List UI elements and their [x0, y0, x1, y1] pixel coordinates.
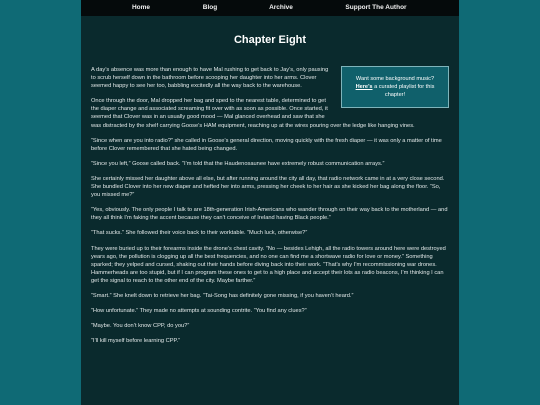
paragraph: “I’ll kill myself before learning CPP.” — [91, 338, 181, 345]
paragraph: “Yes, obviously. The only people I talk to are 18th-generation Irish-Americans who wander through on their way back to the motherland — and they all think I’m faking the accent because they can’t conceive of Ireland having Black people.” — [91, 207, 448, 222]
paragraph: “That sucks.” She followed their voice back to their worktable. “Much luck, otherwise?” — [91, 230, 308, 237]
nav-support-author-link[interactable]: Support The Author — [345, 4, 407, 11]
chapter-text — [91, 66, 449, 352]
chapter-title: Chapter Eight — [233, 34, 307, 46]
paragraph: She certainly missed her daughter above all else, but after running around the city all day, that radio network came in at a very close second. She bundled Clover into her new diaper and hefted her into arms, pressing her cheek to her hair as she kicked her bag along the floor. “So, you missed me?” — [91, 175, 445, 199]
playlist-callout — [341, 66, 449, 108]
paragraph: “How unfortunate.” They made no attempts at sounding contrite. “You find any clues?” — [91, 308, 307, 315]
callout-prefix: Want some background music? — [355, 76, 435, 82]
paragraph: “Smart.” She knelt down to retrieve her bag. “Tai-Song has definitely gone missing, if you haven’t heard.” — [91, 292, 354, 299]
top-navigation — [81, 0, 459, 16]
chapter-content — [81, 16, 459, 405]
paragraph: They were buried up to their forearms inside the drone’s chest cavity. “No — besides Lehigh, all the radio towers around here were destroyed years ago, the pollution is clogging up all the best frequencies, and no one can find me a shortwave radio for love or money.” Something sparked; they yelped and cursed, shaking out their hands before diving back into their work. “That’s why I’m recommissioning war drones. Hammerheads are too stupid, but if I can program these ones to get to a high place and accept their lots as radio beacons, I’m thinking I can get the signal to reach to the other end of the city. Maybe farther.” — [91, 245, 446, 284]
callout-suffix: a curated playlist for this chapter! — [372, 84, 435, 98]
paragraph: “Since you left,” Goose called back. “I’m told that the Haudenosaunee have extremely robust communication arrays.” — [91, 160, 385, 167]
nav-blog-link[interactable]: Blog — [202, 4, 218, 11]
paragraph: Once through the door, Mal dropped her bag and sped to the nearest table, determined to get the diaper change and associated screaming fit over with as soon as possible. Once started, it seemed that Clover was in an usually good mood — Mal glanced overhead and saw that she was distracted by the shelf carrying Goose’s HAM equipment, reaching up at the wires pouring over the ledge like hanging vines. — [91, 98, 415, 129]
nav-archive-link[interactable]: Archive — [269, 4, 293, 11]
paragraph: A day’s absence was more than enough to have Mal rushing to get back to Jay’s, only pausing to scrub herself down in the bathroom before scooping her daughter into her arms. Clover seemed happy to see her too, babbling excitedly all the way back to the warehouse. — [91, 67, 329, 90]
paragraph: “Maybe. You don’t know CPP, do you?” — [91, 323, 190, 330]
playlist-link[interactable]: Here’s — [355, 84, 373, 90]
paragraph: “Since when are you into radio?” she called in Goose’s general direction, moving quickly with the fresh diaper — it was only a matter of time before Clover remembered that she hated being changed. — [91, 137, 442, 152]
nav-home-link[interactable]: Home — [131, 4, 151, 11]
